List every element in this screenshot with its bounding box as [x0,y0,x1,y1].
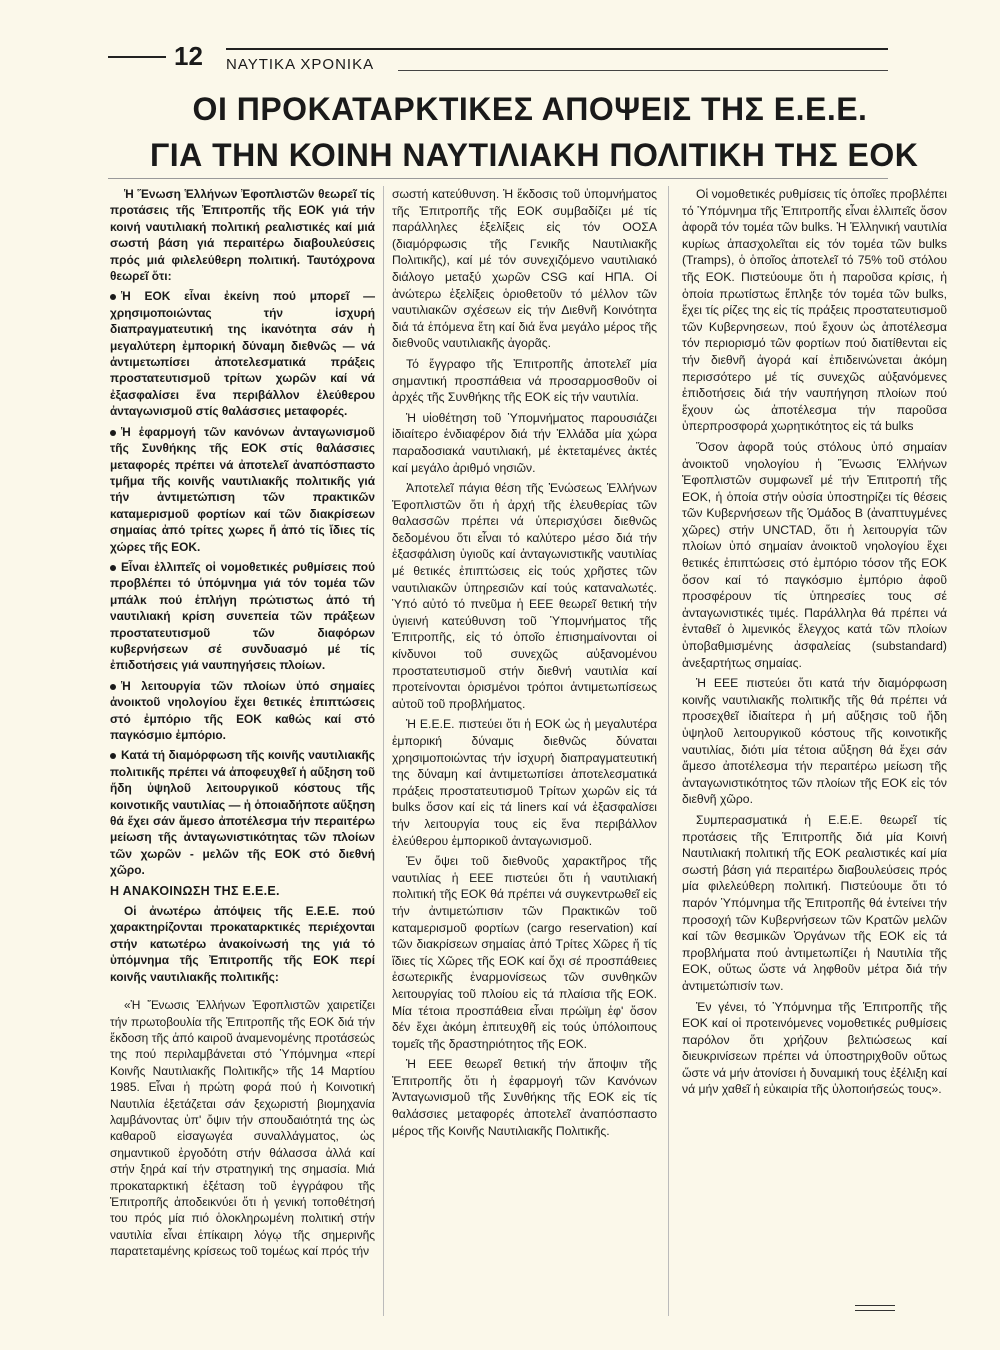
intro-paragraph: Ἡ Ἕνωση Ἑλλήνων Ἐφοπλιστῶν θεωρεῖ τίς προτάσεις τῆς Ἐπιτροπῆς τῆς ΕΟΚ γιά τήν κοινή ναυτιλιακή πολιτική ρεαλιστικές καί μιά σωστή βάση γιά περαιτέρω διαβουλεύσεις πρός μιά φιλελεύθερη πολιτική. Ταυτόχρονα θεωρεῖ ὅτι: [110,187,375,284]
paragraph: Ἡ Ε.Ε.Ε. πιστεύει ὅτι ἡ ΕΟΚ ὡς ἡ μεγαλυτέρα ἐμπορική δύναμις διεθνῶς δύναται χρησιμοποιώντας τήν ἰσχυρή διαπραγματευτική της δύναμη καί ἀντιμετωπίσει ἀποτελεσματικά πράξεις προστατευτισμοῦ Τρίτων χωρῶν εἰς τά bulks ὅσον καί εἰς τά liners καί νά ἐξασφαλίσει τήν λειτουργία τους εἰς ἕνα περιβάλλον ἐλεύθερου ἐμπορικοῦ ἀνταγωνισμοῦ. [392,717,657,848]
bullet-icon [110,684,116,690]
bullet-text: Εἶναι ἐλλιπεῖς οἱ νομοθετικές ρυθμίσεις πού προβλέπει τό ὑπόμνημα γιά τόν τομέα τῶν μπάλκ πού ἐπλήγη πρώτιστως ἀπό τή ναυτιλιακή κρίση συνεπεία τῶν πράξεων προστατευτισμοῦ τῶν διαφόρων κυβερνήσεων σέ συνδυασμό μέ τίς ἐπιδοτήσεις γιά ναυπηγήσεις πλοίων. [110,559,375,673]
column-divider [383,186,384,1316]
column-divider [668,186,669,1316]
bullet-item [110,559,375,674]
paragraph: Ἐν γένει, τό Ὑπόμνημα τῆς Ἐπιτροπῆς τῆς ΕΟΚ καί οἱ προτεινόμενες νομοθετικές ρυθμίσεις παρόλον ὅτι χρήζουν βελτιώσεως καί διευκρινίσεων πρέπει νά ὑποστηριχθοῦν οὕτως ὥστε νά μήν ἀτονίσει ἡ δυναμική τους ἐξέλιξη καί νά μήν χαθεῖ ἡ εὐκαιρία τῆς ὑλοποιήσεώς τους». [682,999,947,1097]
masthead-rule-left [108,56,166,58]
paragraph: Ὅσον ἀφορᾶ τούς στόλους ὑπό σημαίαν ἀνοικτοῦ νηολογίου ἡ Ἕνωσις Ἑλλήνων Ἐφοπλιστῶν συμφωνεῖ μέ τήν Ἐπιτροπή τῆς ΕΟΚ, ἡ ὁποία στήν οὐσία ὑποστηρίζει τίς θέσεις τῶν Κυβερνήσεων τῆς Ὁμάδος Β (ἀναπτυγμένες χῶρες) στήν UNCTAD, ὅτι ἡ λειτουργία τῶν πλοίων ὑπό σημαίαν ἀνοικτοῦ νηολογίου ἔχει θετικές ἐπιπτώσεις στό ἐμπόριο τόσον τῆς ΕΟΚ ὅσον καί τό παγκόσμιο ἐμπόριο ἀφοῦ προσφέρουν τίς ὑπηρεσίες τους σέ ἀνταγωνιστικές τιμές. Παράλληλα θά πρέπει νά ἐνταθεῖ ὁ λιμενικός ἔλεγχος κατά τῶν πλοίων ὑποβαθμισμένης ἀσφαλείας (substandard) ἀνεξαρτήτως σημαίας. [682,439,947,670]
quote-paragraph: «Ἡ Ἕνωσις Ἑλλήνων Ἐφοπλιστῶν χαιρετίζει τήν πρωτοβουλία τῆς Ἐπιτροπῆς τῆς ΕΟΚ διά τήν ἔκδοση τῆς ἀπό καιροῦ ἀναμενομένης προτάσεώς της πού περιλαμβάνεται στό Ὑπόμνημα «περί Κοινῆς Ναυτιλιακῆς Πολιτικῆς» τῆς 14 Μαρτίου 1985. Εἶναι ἡ πρώτη φορά πού ἡ Κοινοτική Ναυτιλία ἐξετάζεται σάν ξεχωριστή βιομηχανία λαμβάνοντας ὑπ' ὄψιν τήν σπουδαιότητά της ὡς καθαροῦ εἰσαγωγέα συναλλάγματος, ὡς σημαντικοῦ ἐργοδότη στήν θάλασσα ἀλλά καί στήν ξηρά καί τήν στρατηγική της σημασία. Μιά προκαταρκτική ἐξέταση τοῦ ἐγγράφου τῆς Ἐπιτροπῆς ἀποδεικνύει ὅτι ἡ γενική τοποθέτησή του πρός μία πιό ὁλοκληρωμένη πολιτική στήν ναυτιλία εἶναι ἐπίκαιρη λόγῳ τῆς σημερινῆς παρατεταμένης κρίσεως τοῦ τομέως καί πρός τήν [110,998,375,1259]
bullet-text: Ἡ ΕΟΚ εἶναι ἐκείνη πού μπορεῖ — χρησιμοποιώντας τήν ἰσχυρή διαπραγματευτική της ἱκανότητα σάν ἡ μεγαλύτερη ἐμπορική δύναμη διεθνῶς — νά ἀντιμετωπίσει ἀποτελεσματικά πράξεις προστατευτισμοῦ τρίτων χωρῶν καί νά ἐξασφαλίσει ἕνα περιβάλλον ἐλεύθερου ἀνταγωνισμοῦ στίς θαλάσσιες μεταφορές. [110,289,375,419]
headline-rule [108,178,888,179]
paragraph: Συμπερασματικά ἡ Ε.Ε.Ε. θεωρεῖ τίς προτάσεις τῆς Ἐπιτροπῆς διά μία Κοινή Ναυτιλιακή πολιτική τῆς ΕΟΚ ρεαλιστικές καί μία σωστή βάση γιά περαιτέρω διαβουλεύσεις πρός μία φιλελεύθερη πολιτική. Πιστεύουμε ὅτι τό παρόν Ὑπόμνημα τῆς Ἐπιτροπῆς θά ἐντείνει τήν προσοχή τῶν Κυβερνήσεων τῶν Κρατῶν μελῶν καί τῶν θεσμικῶν Ὀργάνων τῆς ΕΟΚ εἰς τά προβλήματα πού ἀντιμετωπίζει ἡ Ναυτιλία τῆς ΕΟΚ, οὕτως ὥστε νά ληφθοῦν μέτρα διά τήν ἀντιμετώπισίν των. [682,812,947,993]
headline-line-2: ΓΙΑ ΤΗΝ ΚΟΙΝΗ ΝΑΥΤΙΛΙΑΚΗ ΠΟΛΙΤΙΚΗ ΤΗΣ ΕΟΚ [150,137,919,173]
section-subheading: Η ΑΝΑΚΟΙΝΩΣΗ ΤΗΣ Ε.Ε.Ε. [110,883,280,898]
bullet-item [110,678,375,744]
bullet-item [110,288,375,419]
paragraph: Ἡ ΕΕΕ πιστεύει ὅτι κατά τήν διαμόρφωση κοινῆς ναυτιλιακῆς πολιτικῆς τῆς θά πρέπει νά προσεχθεῖ ἰδιαίτερα ἡ μή αὔξησις τοῦ ἤδη ὑψηλοῦ λειτουργικοῦ κόστους τῆς κοινοτικῆς ναυτιλίας, διότι μία τέτοια αὔξηση θά ἔχει σάν ἄμεσο ἀποτέλεσμα τήν περαιτέρω μείωση τῆς ἀνταγωνιστικότητος τῶν πλοίων τῆς ΕΟΚ εἰς τόν διεθνῆ χῶρο. [682,676,947,807]
bullet-icon [110,430,116,436]
column-2 [392,186,657,1143]
bullet-text: Κατά τή διαμόρφωση τῆς κοινῆς ναυτιλιακῆς πολιτικῆς πρέπει νά ἀποφευχθεῖ ἡ αὔξηση τοῦ ἤδη ὑψηλοῦ λειτουργικοῦ κόστους τῆς κοινοτικῆς ναυτιλίας — ἡ ὁποιαδήποτε αὔξηση θά ἔχει σάν ἄμεσο ἀποτέλεσμα τήν περαιτέρω μείωση τῆς ἀνταγωνιστικότητας τῶν πλοίων τῶν χωρῶν - μελῶν τῆς ΕΟΚ στό διεθνή χῶρο. [110,748,375,878]
headline-line-1: ΟΙ ΠΡΟΚΑΤΑΡΚΤΙΚΕΣ ΑΠΟΨΕΙΣ ΤΗΣ Ε.Ε.Ε. [192,91,868,127]
masthead [108,40,888,80]
paragraph: Οἱ νομοθετικές ρυθμίσεις τίς ὁποῖες προβλέπει τό Ὑπόμνημα τῆς Ἐπιτροπῆς εἶναι ἐλλιπεῖς ὅσον ἀφορᾶ τόν τομέα τῶν bulks. Ἡ Ἑλληνική ναυτιλία κυρίως ἀπασχολεῖται εἰς τόν τομέα τῶν bulks (Tramps), ὁ ὁποῖος ἀποτελεῖ τό 75% τοῦ στόλου τῆς ΕΟΚ. Πιστεύουμε ὅτι ἡ παροῦσα κρίσις, ἡ ὁποία πρωτίστως ἔπληξε τόν τομέα τῶν bulks, ἔχει τίς ρίζες της εἰς τίς πράξεις προστατευτισμοῦ τῶν Κυβερνησεων, πού ἔχουν ὡς ἀποτέλεσμα τόν περιορισμό τῶν φορτίων πού διατίθενται εἰς τήν διεθνῆ ἀγορά καί ἐπιδεινώνεται ἀκόμη περισσότερο μέ τίς συνεχῶς αὐξανόμενες ἐπιδοτήσεις διά τήν ναυπήγηση πλοίων πού ἔχουν ὡς ἀποτέλεσμα τήν παροῦσα ὑπερπροσφορά χωρητικότητος εἰς τά bulks [682,187,947,434]
bullet-icon [110,753,116,759]
bullet-text: Ἡ ἐφαρμογή τῶν κανόνων ἀνταγωνισμοῦ τῆς Συνθήκης τῆς ΕΟΚ στίς θαλάσσιες μεταφορές πρέπει νά ἀποτελεῖ ἀναπόσπαστο τμῆμα τῆς κοινῆς ναυτιλιακῆς πολιτικῆς γιά τήν ἀντιμετώπιση τῶν πρακτικῶν καταμερισμοῦ φορτίων καί τῶν διακρίσεων σημαίας ἀπό τρίτες χωρες ἤ ἀπό τίς ἴδιες τίς χώρες τῆς ΕΟΚ. [110,424,375,554]
page-number: 12 [174,41,203,71]
paragraph: Ἀποτελεῖ πάγια θέση τῆς Ἑνώσεως Ἑλλήνων Ἐφοπλιστῶν ὅτι ἡ ἀρχή τῆς ἐλευθερίας τῶν θαλασσῶν πρέπει νά ὑπερισχύσει διεθνῶς δεδομένου ὅτι εἶναι τό καλύτερο μέσο διά τήν ἐξασφάλιση ὑγιοῦς καί ἀνταγωνιστικῆς ναυτιλίας μέ θετικές ἐπιπτώσεις εἰς τούς χρῆστες τῶν ναυτιλιακῶν ὑπηρεσιῶν καί τούς καταναλωτές. Ὑπό αὐτό τό πνεῦμα ἡ ΕΕΕ θεωρεῖ θετική τήν ὑγιεινή κατεύθυνση τοῦ Ὑπομνήματος τῆς Ἐπιτροπῆς, εἰς τό ὁποῖο ἐπισημαίνονται οἱ κίνδυνοι τοῦ συνεχῶς αὐξανομένου προστατευτισμοῦ στήν διεθνή ναυτιλία καί προτείνονται ὁρισμένοι τρόποι ἀντιμετωπίσεως αὐτοῦ τοῦ προβλήματος. [392,481,657,711]
column-3 [682,186,947,1102]
article-end-mark [855,1305,895,1319]
paragraph: Ἡ υἱοθέτηση τοῦ Ὑπομνήματος παρουσιάζει ἰδιαίτερο ἐνδιαφέρον διά τήν Ἑλλάδα μία χώρα παραδοσιακά ναυτιλιακή, μέ ἐκτεταμένες ἀκτές καί μεγάλο ἀριθμό νησιῶν. [392,410,657,475]
bullet-item [110,424,375,555]
bullet-text: Ἡ λειτουργία τῶν πλοίων ὑπό σημαίες ἀνοικτοῦ νηολογίου ἔχει θετικές ἐπιπτώσεις στό ἐμπόριο τῆς ΕΟΚ καθώς καί στό παγκόσμιο ἐμπόριο. [110,678,375,742]
paragraph: Ἐν ὄψει τοῦ διεθνοῦς χαρακτῆρος τῆς ναυτιλίας ἡ ΕΕΕ πιστεύει ὅτι ἡ ναυτιλιακή πολιτική τῆς ΕΟΚ θά πρέπει νά συγκεντρωθεῖ εἰς τήν ἀντιμετώπισιν τῶν Πρακτικῶν τοῦ καταμερισμοῦ φορτίων (cargo reservation) καί τῶν διακρίσεων σημαίας ἀπό Τρίτες Χῶρες ἤ τίς ἴδιες τίς Χῶρες τῆς ΕΟΚ καί ὄχι σέ προσπάθειες ἐσωτερικῆς ἐναρμονίσεως τῶν συνθηκῶν λειτουργίας τοῦ πλοίου εἰς τά πλαίσια τῆς ΕΟΚ. Μία τέτοια προσπάθεια εἶναι πρώϊμη ἐφ' ὅσον δέν ἔχει ἀκόμη ἐπιτευχθῆ εἰς τούς ὑπόλοιπους τομεῖς τῆς δραστηριότητος τῆς ΕΟΚ. [392,854,657,1051]
article-headline [150,86,919,178]
publication-name: ΝΑΥΤΙΚΑ ΧΡΟΝΙΚΑ [226,56,375,73]
column-1 [110,186,375,1264]
masthead-rule-bottom [398,70,888,71]
paragraph: Τό ἔγγραφο τῆς Ἐπιτροπῆς ἀποτελεῖ μία σημαντική προσπάθεια νά προσαρμοσθοῦν οἱ ἀρχές τῆς Συνθήκης τῆς ΕΟΚ εἰς τήν ναυτιλία. [392,356,657,405]
bullet-icon [110,294,116,300]
paragraph: Ἡ ΕΕΕ θεωρεῖ θετική τήν ἄποψιν τῆς Ἐπιτροπῆς ὅτι ἡ ἐφαρμογή τῶν Κανόνων Ἀνταγωνισμοῦ τῆς Συνθήκης τῆς ΕΟΚ εἰς τίς θαλάσσιες μεταφορές ἀποτελεῖ ἀναπόσπαστο μέρος τῆς Κοινῆς Ναυτιλιακῆς Πολιτικῆς. [392,1057,657,1138]
bullet-icon [110,565,116,571]
paragraph: σωστή κατεύθυνση. Ἡ ἔκδοσις τοῦ ὑπομνήματος τῆς Ἐπιτροπῆς τῆς ΕΟΚ συμβαδίζει μέ τίς παράλληλες ἐξελίξεις εἰς τόν ΟΟΣΑ (διαμόρφωσις τῆς Γενικῆς Ναυτιλιακῆς Πολιτικῆς), καί μέ τόν συνεχιζόμενο ναυτιλιακό διάλογο μεταξύ χωρῶν CSG καί ΗΠΑ. Οἱ ἀνώτερω ἐξελίξεις ὁριοθετοῦν τό μέλλον τῶν ναυτιλιακῶν σχέσεων εἰς τήν Διεθνῆ Κοινότητα διά τά ἑπόμενα ἔτη καί διά ἕνα μεγάλο μέρος τῆς διεθνοῦς ναυτιλιακῆς ἀγορᾶς. [392,187,657,351]
bullet-item [110,747,375,878]
announcement-intro: Οἱ ἀνωτέρω ἀπόψεις τῆς Ε.Ε.Ε. πού χαρακτηρίζονται προκαταρκτικές περιέχονται στήν κατωτέρω ἀνακοίνωσή της γιά τό ὑπόμνημα τῆς Ἐπιτροπῆς τῆς ΕΟΚ περί κοινῆς ναυτιλιακῆς πολιτικῆς: [110,904,375,984]
masthead-rule-top [226,48,888,50]
